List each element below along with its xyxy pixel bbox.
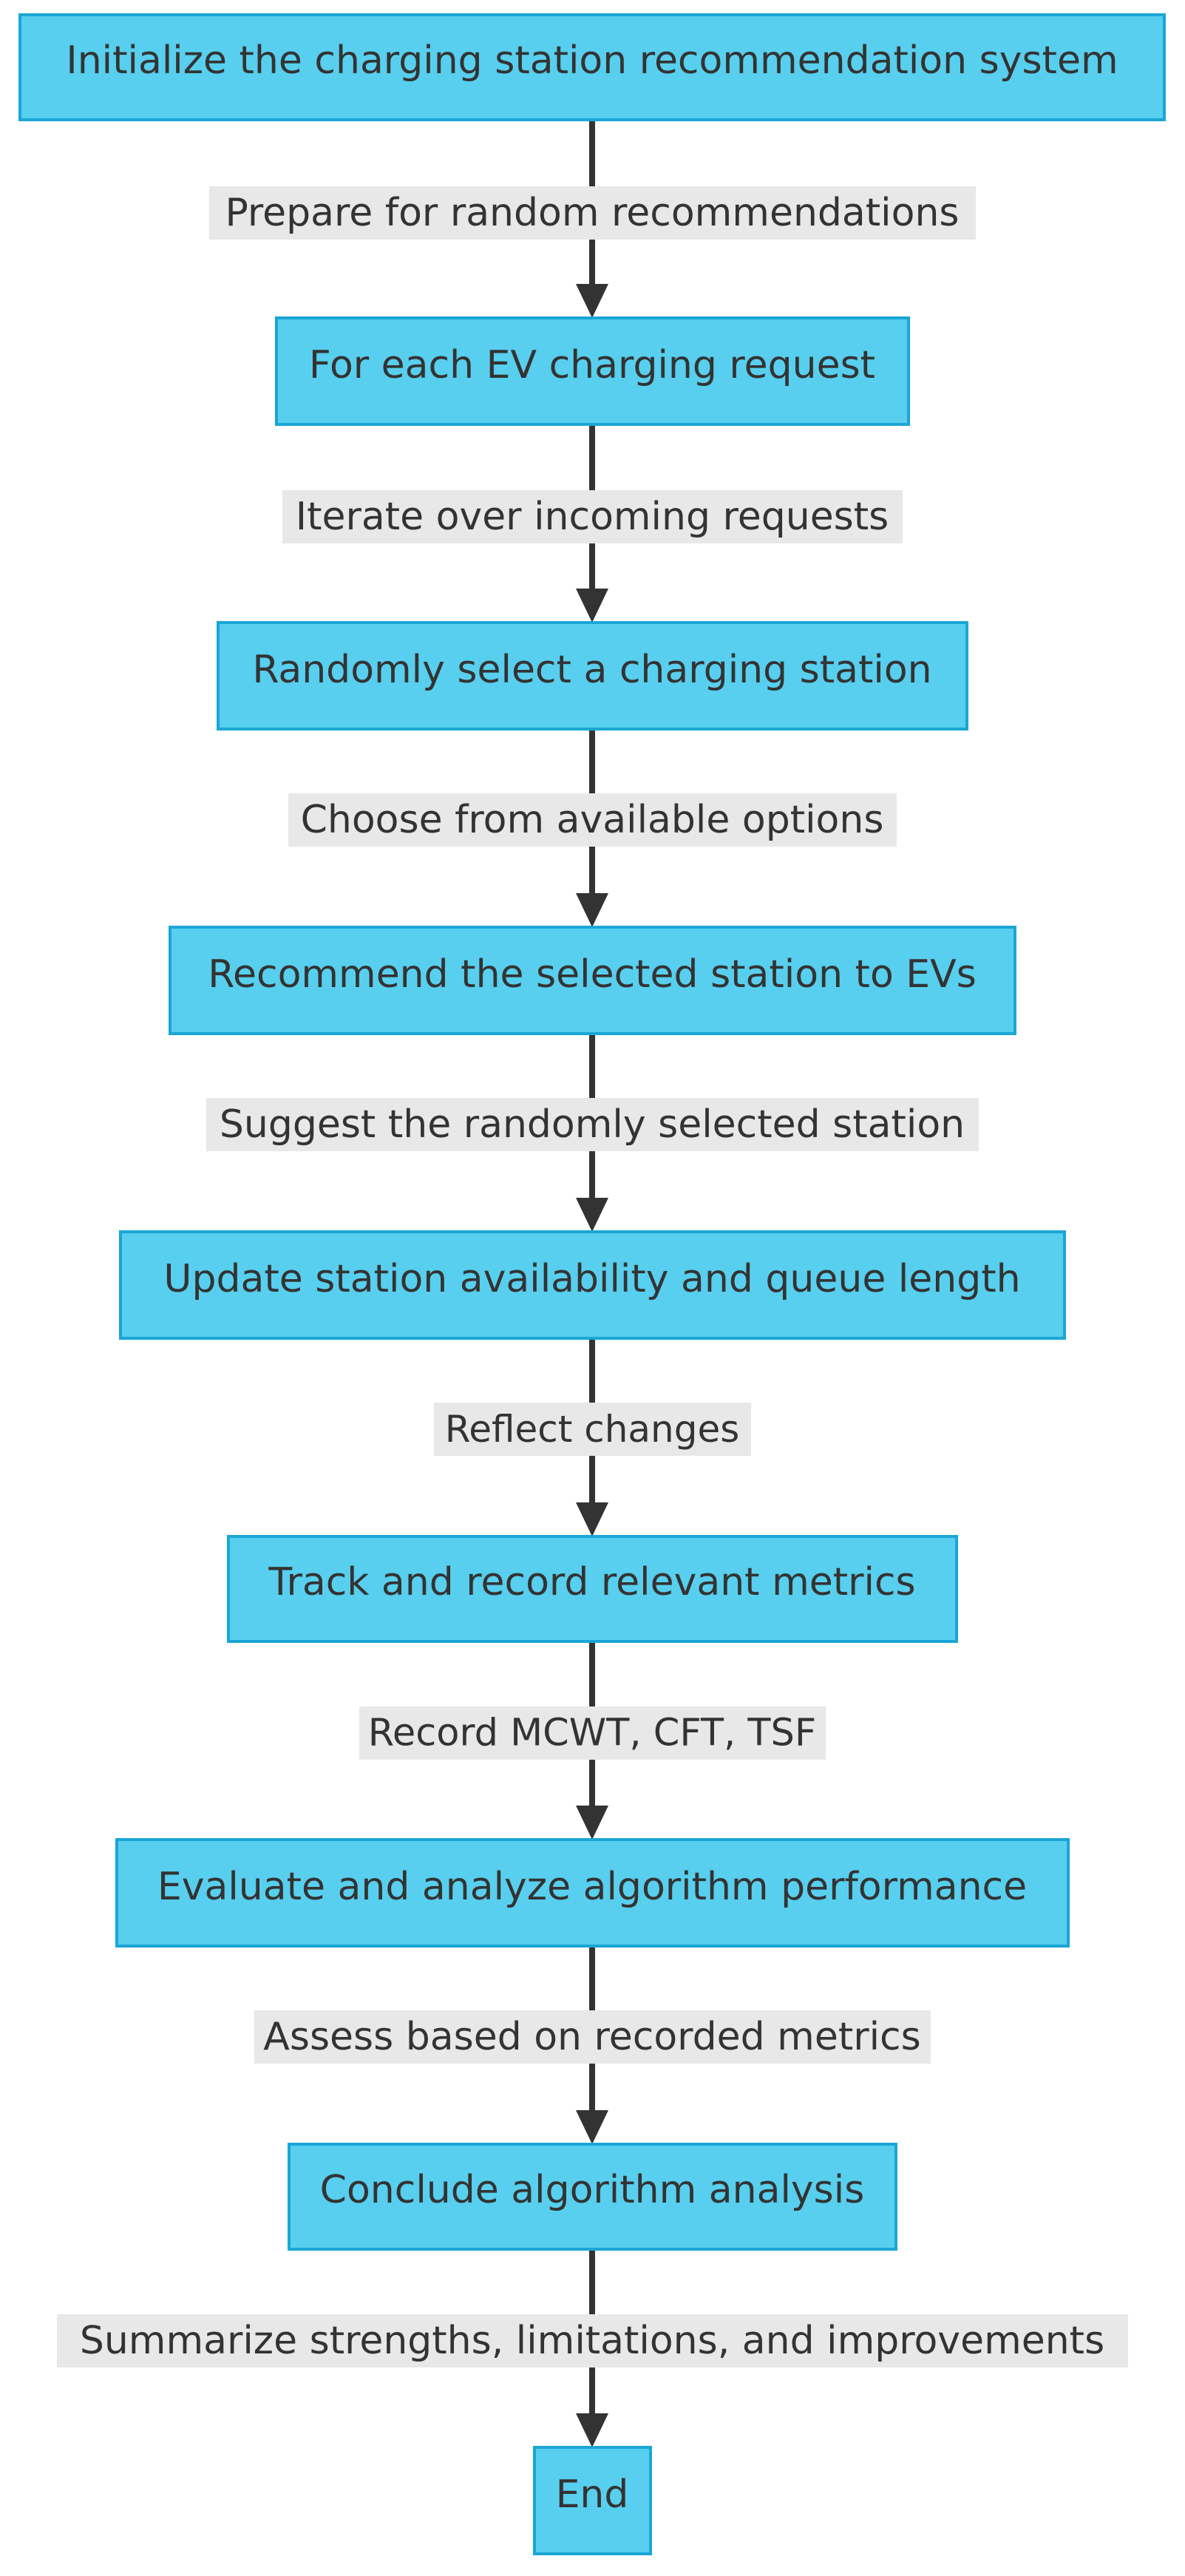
arrow-head-icon [576, 284, 608, 318]
edge-label-reflect [434, 1403, 751, 1456]
edge-label-text: Prepare for random recommendations [225, 191, 960, 235]
node-label: Update station availability and queue length [163, 1257, 1021, 1301]
node-conclude [289, 2144, 896, 2249]
node-label: Recommend the selected station to EVs [208, 952, 977, 997]
edge-label-text: Record MCWT, CFT, TSF [367, 1711, 817, 1755]
edge-label-record [359, 1706, 826, 1760]
node-label: Initialize the charging station recommendation system [66, 38, 1118, 83]
node-evaluate [117, 1840, 1068, 1946]
edge-label-text: Summarize strengths, limitations, and improvements [79, 2319, 1105, 2363]
node-init [20, 15, 1164, 120]
node-random-select [218, 623, 967, 729]
node-recommend [170, 927, 1015, 1034]
edge-label-summarize [57, 2314, 1128, 2367]
node-label: Evaluate and analyze algorithm performance [157, 1865, 1028, 1909]
node-label: For each EV charging request [308, 343, 876, 387]
edge-label-assess [254, 2010, 931, 2064]
node-label: End [555, 2472, 629, 2517]
arrow-head-icon [576, 1502, 608, 1536]
edge-label-suggest [206, 1098, 979, 1151]
node-label: Track and record relevant metrics [268, 1560, 916, 1604]
edge-label-text: Choose from available options [300, 798, 884, 842]
edge-label-iterate [282, 490, 903, 543]
arrow-head-icon [576, 2110, 608, 2144]
node-end [534, 2447, 651, 2554]
arrow-head-icon [576, 589, 608, 623]
node-label: Randomly select a charging station [252, 648, 932, 692]
arrow-head-icon [576, 893, 608, 927]
node-label: Conclude algorithm analysis [319, 2168, 865, 2212]
arrow-head-icon [576, 1806, 608, 1840]
arrow-head-icon [576, 1198, 608, 1232]
node-update [120, 1232, 1065, 1338]
node-track [228, 1536, 957, 1641]
edge-label-text: Reflect changes [444, 1408, 740, 1451]
edge-label-text: Suggest the randomly selected station [219, 1102, 965, 1147]
edge-label-text: Assess based on recorded metrics [263, 2015, 921, 2059]
edge-label-choose [288, 793, 897, 847]
node-each-request [276, 318, 909, 424]
arrow-head-icon [576, 2413, 608, 2447]
edge-label-prepare [209, 186, 976, 240]
edge-label-text: Iterate over incoming requests [295, 495, 889, 539]
